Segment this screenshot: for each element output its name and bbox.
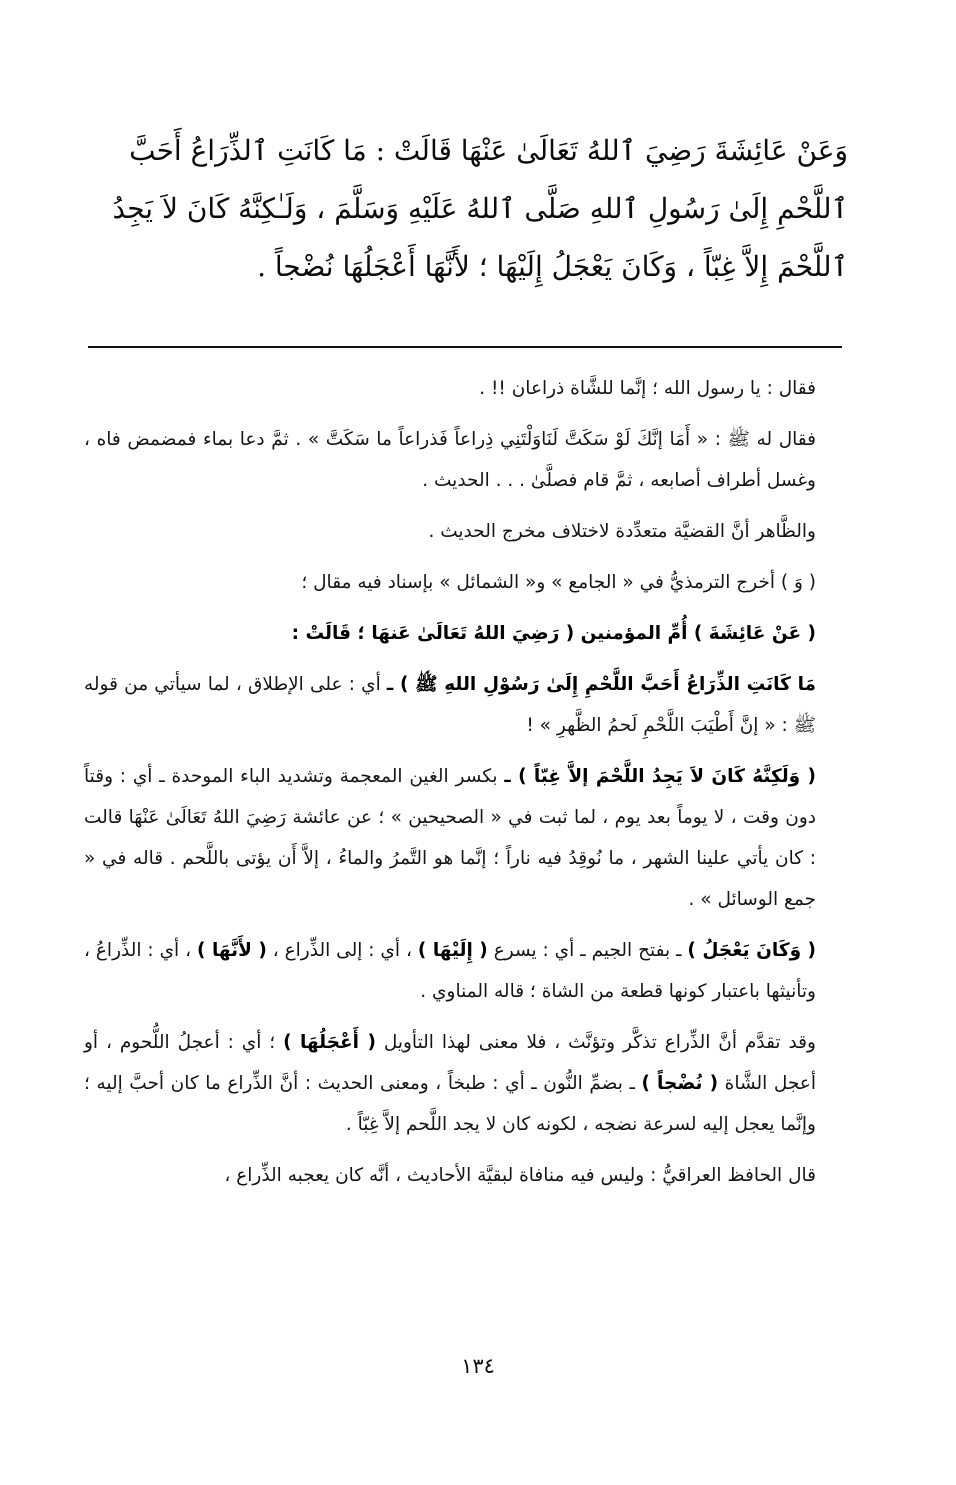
quoted-matn: ( أَعْجَلُهَا ) (283, 1032, 376, 1053)
quoted-matn: ( وَلَكِنَّهُ كَانَ لاَ يَجِدُ اللَّحْمَ إلاَّ غِبّاً ) ـ (504, 766, 816, 787)
commentary-paragraph (84, 368, 844, 409)
commentary-paragraph (84, 419, 844, 501)
quoted-matn: ( وَكَانَ يَعْجَلُ ) (687, 940, 817, 961)
quoted-matn: ( عَنْ عَائِشَةَ ) أُمِّ المؤمنين ( رَضِيَ اللهُ تَعَالَىٰ عَنهَا ؛ قَالَتْ : (291, 623, 816, 644)
commentary-text-run: ( وَ ) أخرج الترمذيُّ في « الجامع » و« الشمائل » بإسناد فيه مقال ؛ (301, 572, 816, 593)
commentary-text-run: ـ بفتح الجيم ـ أي : يسرع (493, 940, 682, 961)
separator-rule (88, 346, 842, 348)
commentary-text (84, 368, 844, 1206)
commentary-text-run: ، أي : الذِّراعُ ، وتأنيثها باعتبار كونها قطعة من الشاة ؛ قاله المناوي . (84, 940, 816, 1002)
commentary-text-run: فقال له ﷺ : « أَمَا إنَّكَ لَوْ سَكَتَّ لَنَاوَلْتَنِي ذِراعاً فَذراعاً ما سَكَتَّ » . ثمَّ دعا بماء فمضمض فاه ، وغسل أطراف أصابعه ، ثمَّ قام فصلَّىٰ . . . الحديث . (84, 429, 816, 491)
commentary-paragraph (84, 1022, 844, 1145)
commentary-text-run: ؛ أي : أعجلُ اللُّحوم ، أو أعجل الشَّاة (84, 1032, 816, 1094)
commentary-text-run: فقال : يا رسول الله ؛ إنَّما للشَّاة ذراعان !! . (479, 378, 816, 399)
hadith-line: وَعَنْ عَائِشَةَ رَضِيَ ٱللهُ تَعَالَىٰ عَنْهَا قَالَتْ : مَا كَانَتِ ٱلذِّرَاعُ أَحَبَّ (129, 134, 848, 167)
commentary-text-run: والظَّاهر أنَّ القضيَّة متعدِّدة لاختلاف مخرج الحديث . (428, 521, 816, 542)
quoted-matn: ( لأَنَّهَا ) (197, 940, 267, 961)
quoted-matn: مَا كَانَتِ الذِّرَاعُ أَحَبَّ اللَّحْمِ إِلَىٰ رَسُوْلِ اللهِ ﷺ ) ـ (386, 674, 816, 695)
commentary-paragraph (84, 1155, 844, 1196)
quoted-matn: ( نُضْجاً ) (641, 1073, 719, 1094)
commentary-paragraph (84, 664, 844, 746)
hadith-line: ٱللَّحْمَ إِلاَّ غِبّاً ، وَكَانَ يَعْجَلُ إِلَيْهَا ؛ لأَنَّهَا أَعْجَلُهَا نُضْجاً . (257, 250, 848, 283)
commentary-text-run: ـ بضمِّ النُّون ـ أي : طبخاً ، ومعنى الحديث : أنَّ الذِّراع ما كان أحبَّ إليه ؛ وإنَّما يعجل إليه لسرعة نضجه ، لكونه كان لا يجد اللَّحم إلاَّ غِبّاً . (84, 1073, 816, 1135)
commentary-paragraph (84, 511, 844, 552)
commentary-text-run: بكسر الغين المعجمة وتشديد الباء الموحدة ـ أي : وقتاً دون وقت ، لا يوماً بعد يوم ، لما ثبت في « الصحيحين » ؛ عن عائشة رَضِيَ اللهُ تَعَالَىٰ عَنْهَا قالت : كان يأتي علينا الشهر ، ما نُوقِدُ فيه ناراً ؛ إنَّما هو التَّمرُ والماءُ ، إلاَّ أَن يؤتى باللَّحم . قاله في « جمع الوسائل » . (84, 766, 816, 910)
quoted-matn: ( إِلَيْهَا ) (417, 940, 488, 961)
hadith-line: ٱللَّحْمِ إِلَىٰ رَسُولِ ٱللهِ صَلَّى ٱللهُ عَلَيْهِ وَسَلَّمَ ، وَلَـٰكِنَّهُ كَانَ لاَ يَجِدُ (112, 192, 848, 225)
commentary-text-run: وقد تقدَّم أنَّ الذِّراع تذكَّر وتؤنَّث ، فلا معنى لهذا التأويل (383, 1032, 816, 1053)
commentary-paragraph (84, 613, 844, 654)
commentary-paragraph (84, 756, 844, 920)
hadith-main-text (88, 122, 848, 296)
commentary-text-run: قال الحافظ العراقيُّ : وليس فيه منافاة لبقيَّة الأحاديث ، أنَّه كان يعجبه الذِّراع ، (224, 1165, 816, 1186)
commentary-paragraph (84, 930, 844, 1012)
page-number: ١٣٤ (461, 1354, 495, 1378)
commentary-paragraph (84, 562, 844, 603)
commentary-text-run: ، أي : إلى الذِّراع ، (272, 940, 412, 961)
commentary-text-run: أي : على الإطلاق ، لما سيأتي من قوله ﷺ : « إنَّ أَطْيَبَ اللَّحْمِ لَحمُ الظَّهرِ » ! (84, 674, 816, 736)
